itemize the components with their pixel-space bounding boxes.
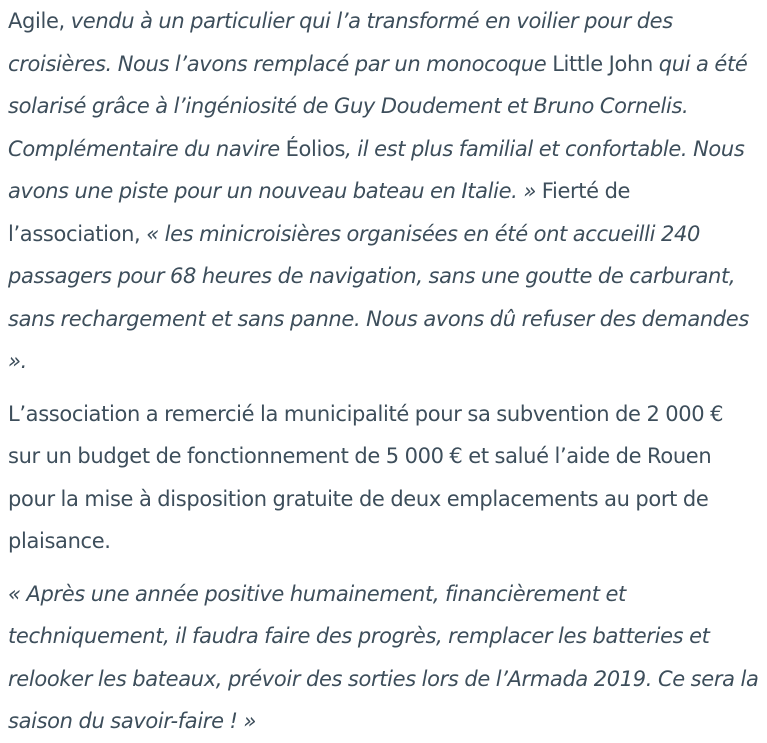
quote-segment: qui a été solarisé grâce à l’ingéniosité de Guy Doudement et Bruno Cornelis. Complémentaire du navire	[8, 51, 748, 161]
boat-name-little-john: Little John	[552, 51, 653, 76]
text-segment: Agile,	[8, 9, 65, 33]
boat-name-eolios: Éolios	[285, 136, 346, 161]
quote-segment: « les minicroisières organisées en été ont accueilli 240 passagers pour 68 heures de navigation, sans une goutte de carburant, sans rechargement et sans panne. Nous avons dû refuser des demandes ».	[8, 221, 749, 373]
quote-segment: vendu à un particulier qui l’a transformé en voilier pour des croisières. Nous l’avons remplacé par un monocoque	[8, 9, 673, 76]
quote-segment: , il est plus familial et confortable. Nous avons une piste pour un nouveau bateau en Italie. »	[8, 136, 745, 203]
text-segment: Fierté de l’association,	[8, 179, 631, 246]
article-paragraph-1	[8, 0, 760, 383]
article-paragraph-2: L’association a remercié la municipalité pour sa subvention de 2 000 € sur un budget de fonctionnement de 5 000 € et salué l’aide de Rouen pour la mise à disposition gratuite de deux emplacements au port de plaisance.	[8, 401, 724, 553]
article-paragraph-3-quote: « Après une année positive humainement, financièrement et techniquement, il faudra faire des progrès, remplacer les batteries et relooker les bateaux, prévoir des sorties lors de l’Armada 2019. Ce sera la saison du savoir-faire ! »	[8, 581, 759, 733]
